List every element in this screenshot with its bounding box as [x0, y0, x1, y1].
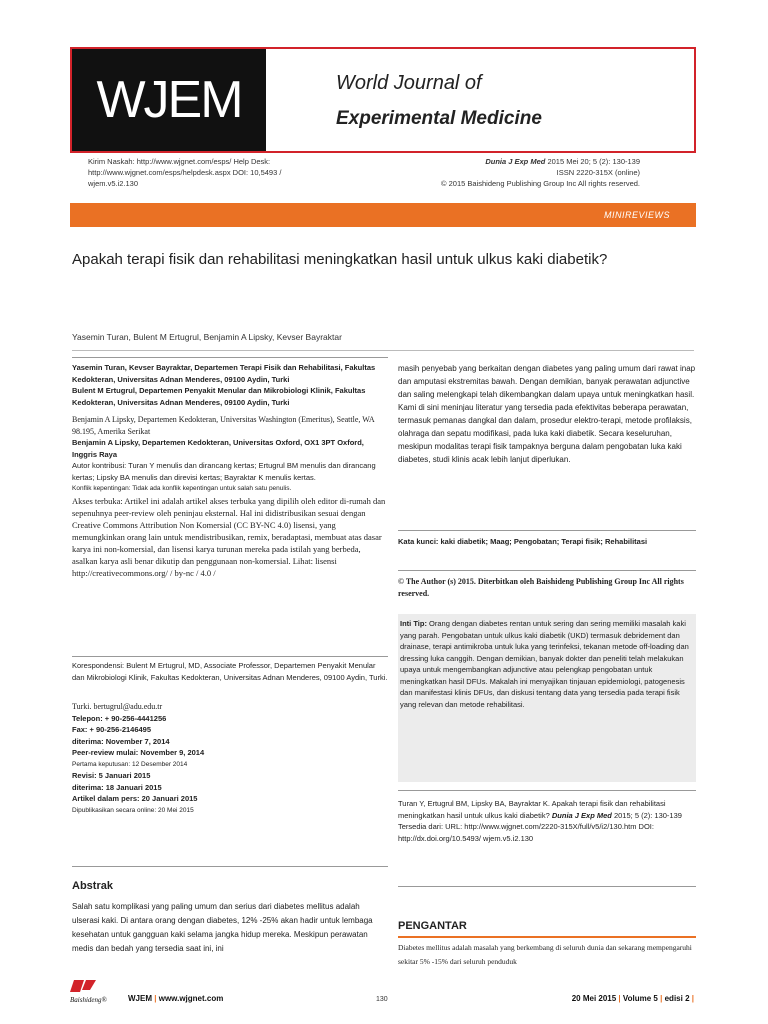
cite-details[interactable]: 2015; 5 (2): 130-139 Tersedia dari: URL: http://www.wjgnet.com/2220-315X/full/v5/i2/130.htm DOI: http://dx.doi.org/10.5493/ wjem.v5.i2.130 [398, 810, 682, 843]
page-number: 130 [376, 996, 388, 1003]
core-tip-label: Inti Tip: [400, 619, 427, 628]
citation-info [400, 156, 640, 189]
footer-journal-abbr: WJEM [128, 994, 152, 1003]
author-list: Yasemin Turan, Bulent M Ertugrul, Benjamin A Lipsky, Kevser Bayraktar [72, 332, 342, 342]
correspondence [72, 660, 388, 816]
first-decision-date: Pertama keputusan: 12 Desember 2014 [72, 760, 188, 768]
author-contributions: Autor kontribusi: Turan Y menulis dan dirancang kertas; Ertugrul BM menulis dan dirancang kertas; Lipsky BA menulis dan direvisi kertas; Bayraktar K menulis kertas. [72, 461, 376, 482]
journal-logo: WJEM [72, 49, 266, 151]
footer-url[interactable]: www.wjgnet.com [158, 994, 224, 1003]
header-copyright: © 2015 Baishideng Publishing Group Inc All rights reserved. [441, 179, 640, 188]
submission-line[interactable]: http://www.wjgnet.com/esps/helpdesk.aspx DOI: 10,5493 / [88, 168, 282, 177]
published-date: Dipublikasikan secara online: 20 Mei 2015 [72, 806, 194, 814]
telephone: Telepon: + 90-256-4441256 [72, 713, 167, 723]
divider [398, 790, 696, 791]
publisher-name: Baishideng® [70, 996, 107, 1004]
copyright-notice: © The Author (s) 2015. Diterbitkan oleh Baishideng Publishing Group Inc All rights reserved. [398, 577, 684, 598]
footer-journal: WJEM | www.wjgnet.com [128, 994, 224, 1003]
affiliation: Benjamin A Lipsky, Departemen Kedokteran, Universitas Washington (Emeritus), Seattle, WA 98.195, Amerika Serikat [72, 415, 375, 436]
submission-line: wjem.v5.i2.130 [88, 179, 139, 188]
cite-text: Turan Y, Ertugrul BM, Lipsky BA, Bayraktar K. Apakah terapi fisik dan rehabilitasi meningkatkan hasil untuk ulkus kaki diabetik? [398, 799, 666, 820]
divider [72, 350, 694, 351]
abstract-heading: Abstrak [72, 880, 113, 892]
peer-review-date: Peer-review mulai: November 9, 2014 [72, 748, 205, 757]
core-tip-text: Orang dengan diabetes rentan untuk sering dan sering memiliki masalah kaki yang parah. Pengobatan untuk ulkus kaki diabetik (UKD) termasuk debridement dan drainase, terapi antimikroba untuk luka yang terinfeksi, tekanan metode off-loading dan dressing luka canggih. Dengan demikian, banyak dokter dan peneliti telah melakukan upaya untuk mengembangkan adjunctive atau pelengkap pengobatan untuk meningkatkan hasil DFUs. Makalah ini menyajikan tinjauan epidemiologi, patogenesis dan manifestasi klinis DFUs, dan diskusi tentang data yang tersedia pada terapi fisik yang relevan dan metode rehabilitasi. [400, 619, 689, 709]
divider [72, 656, 388, 657]
fax: Fax: + 90-256-2146495 [72, 725, 152, 734]
divider [398, 570, 696, 571]
footer-issue-number: edisi 2 [664, 994, 690, 1003]
section-label: MINIREVIEWS [603, 210, 670, 220]
citation-journal: Dunia J Exp Med [485, 157, 546, 166]
publisher-logo [66, 978, 124, 1004]
abstract-text: Salah satu komplikasi yang paling umum dan serius dari diabetes mellitus adalah ulserasi kaki. Di antara orang dengan diabetes, 12% -25% akan hadir untuk lembaga kesehatan untuk gangguan kaki selama jangka hidup mereka. Meskipun perawatan medis dan bedah yang tersedia saat ini, ini [72, 902, 373, 953]
journal-title-line2: Experimental Medicine [336, 108, 542, 129]
how-to-cite [398, 798, 696, 844]
divider [72, 866, 388, 867]
journal-title-line1: World Journal of [336, 72, 482, 94]
conflict-of-interest: Konflik kepentingan: Tidak ada konflik kepentingan untuk salah satu penulis. [72, 485, 292, 492]
footer-issue: 20 Mei 2015 | Volume 5 | edisi 2 | [571, 994, 694, 1003]
footer-volume: Volume 5 [622, 994, 658, 1003]
submission-info [88, 156, 328, 189]
publisher-logo-icon [66, 978, 124, 1004]
heading-underline [398, 936, 696, 938]
affiliation: Benjamin A Lipsky, Departemen Kedokteran, Universitas Oxford, OX1 3PT Oxford, Inggris Raya [72, 438, 364, 459]
revised-date: Revisi: 5 Januari 2015 [72, 771, 151, 780]
abstract-continued: masih penyebab yang berkaitan dengan diabetes yang paling umum dari rawat inap dan amputasi ekstremitas bawah. Dengan demikian, banyak perawatan adjunctive dan saling melengkapi telah dikembangkan dalam upaya untuk meningkatkan hasil. Kami di sini meninjau literatur yang tersedia pada efektivitas beberapa perawatan, termasuk pemanas dangkal dan dalam, prosedur elektro-terapi, metode profilaksis, olahraga dan sepatu modifikasi, pada luka kaki diabetik. Secara keseluruhan, meskipun modalitas terapi fisik tampaknya berguna dalam pengobatan luka kaki diabetes, studi klinis acak lebih lanjut diperlukan. [398, 364, 696, 464]
cite-journal: Dunia J Exp Med [551, 810, 612, 820]
introduction-heading: PENGANTAR [398, 920, 467, 932]
received-date: diterima: November 7, 2014 [72, 736, 170, 746]
affiliation: Bulent M Ertugrul, Departemen Penyakit Menular dan Mikrobiologi Klinik, Fakultas Kedokteran, Universitas Adnan Menderes, 09100 Aydin, Turki [72, 386, 366, 407]
in-press-date: Artikel dalam pers: 20 Januari 2015 [72, 794, 198, 803]
introduction-text: Diabetes mellitus adalah masalah yang berkembang di seluruh dunia dan sekarang mempengaruhi sekitar 5% -15% dari seluruh penduduk [398, 943, 692, 966]
correspondence-email[interactable]: Turki. bertugrul@adu.edu.tr [72, 702, 163, 711]
submission-line[interactable]: Kirim Naskah: http://www.wjgnet.com/esps/ Help Desk: [88, 157, 271, 166]
core-tip [400, 618, 690, 710]
affiliations [72, 362, 388, 579]
keywords: Kata kunci: kaki diabetik; Maag; Pengobatan; Terapi fisik; Rehabilitasi [398, 537, 648, 546]
issn: ISSN 2220-315X (online) [556, 168, 640, 177]
article-title: Apakah terapi fisik dan rehabilitasi meningkatkan hasil untuk ulkus kaki diabetik? [72, 251, 608, 268]
open-access: Akses terbuka: Artikel ini adalah artikel akses terbuka yang dipilih oleh editor di-rumah dan sepenuhnya peer-review oleh peninjau eksternal. Hal ini didistribusikan sesuai dengan Creative Commons Attribution Non Komersial (CC BY-NC 4.0) lisensi, yang memungkinkan orang lain untuk mendistribusikan, remix, beradaptasi, membuat atas dasar karya ini non-komersial, dan lisensi karya turunan mereka pada istilah yang berbeda, asalkan karya asli benar dikutip dan penggunaan non-komersial. Lihat: lisensi http://creativecommons.org/ / by-nc / 4.0 / [72, 495, 386, 578]
correspondence-address: Korespondensi: Bulent M Ertugrul, MD, Associate Professor, Departemen Penyakit Menular dan Mikrobiologi Klinik, Fakultas Kedokteran, Universitas Adnan Menderes, 09100 Aydin, Turki. [72, 661, 388, 682]
section-bar [70, 203, 696, 227]
citation-details: 2015 Mei 20; 5 (2): 130-139 [547, 157, 640, 166]
divider [398, 886, 696, 887]
footer-date: 20 Mei 2015 [571, 994, 617, 1003]
accepted-date: diterima: 18 Januari 2015 [72, 782, 162, 792]
divider [72, 357, 388, 358]
affiliation: Yasemin Turan, Kevser Bayraktar, Departemen Terapi Fisik dan Rehabilitasi, Fakultas Kedokteran, Universitas Adnan Menderes, 09100 Aydin, Turki [72, 363, 376, 384]
divider [398, 530, 696, 531]
